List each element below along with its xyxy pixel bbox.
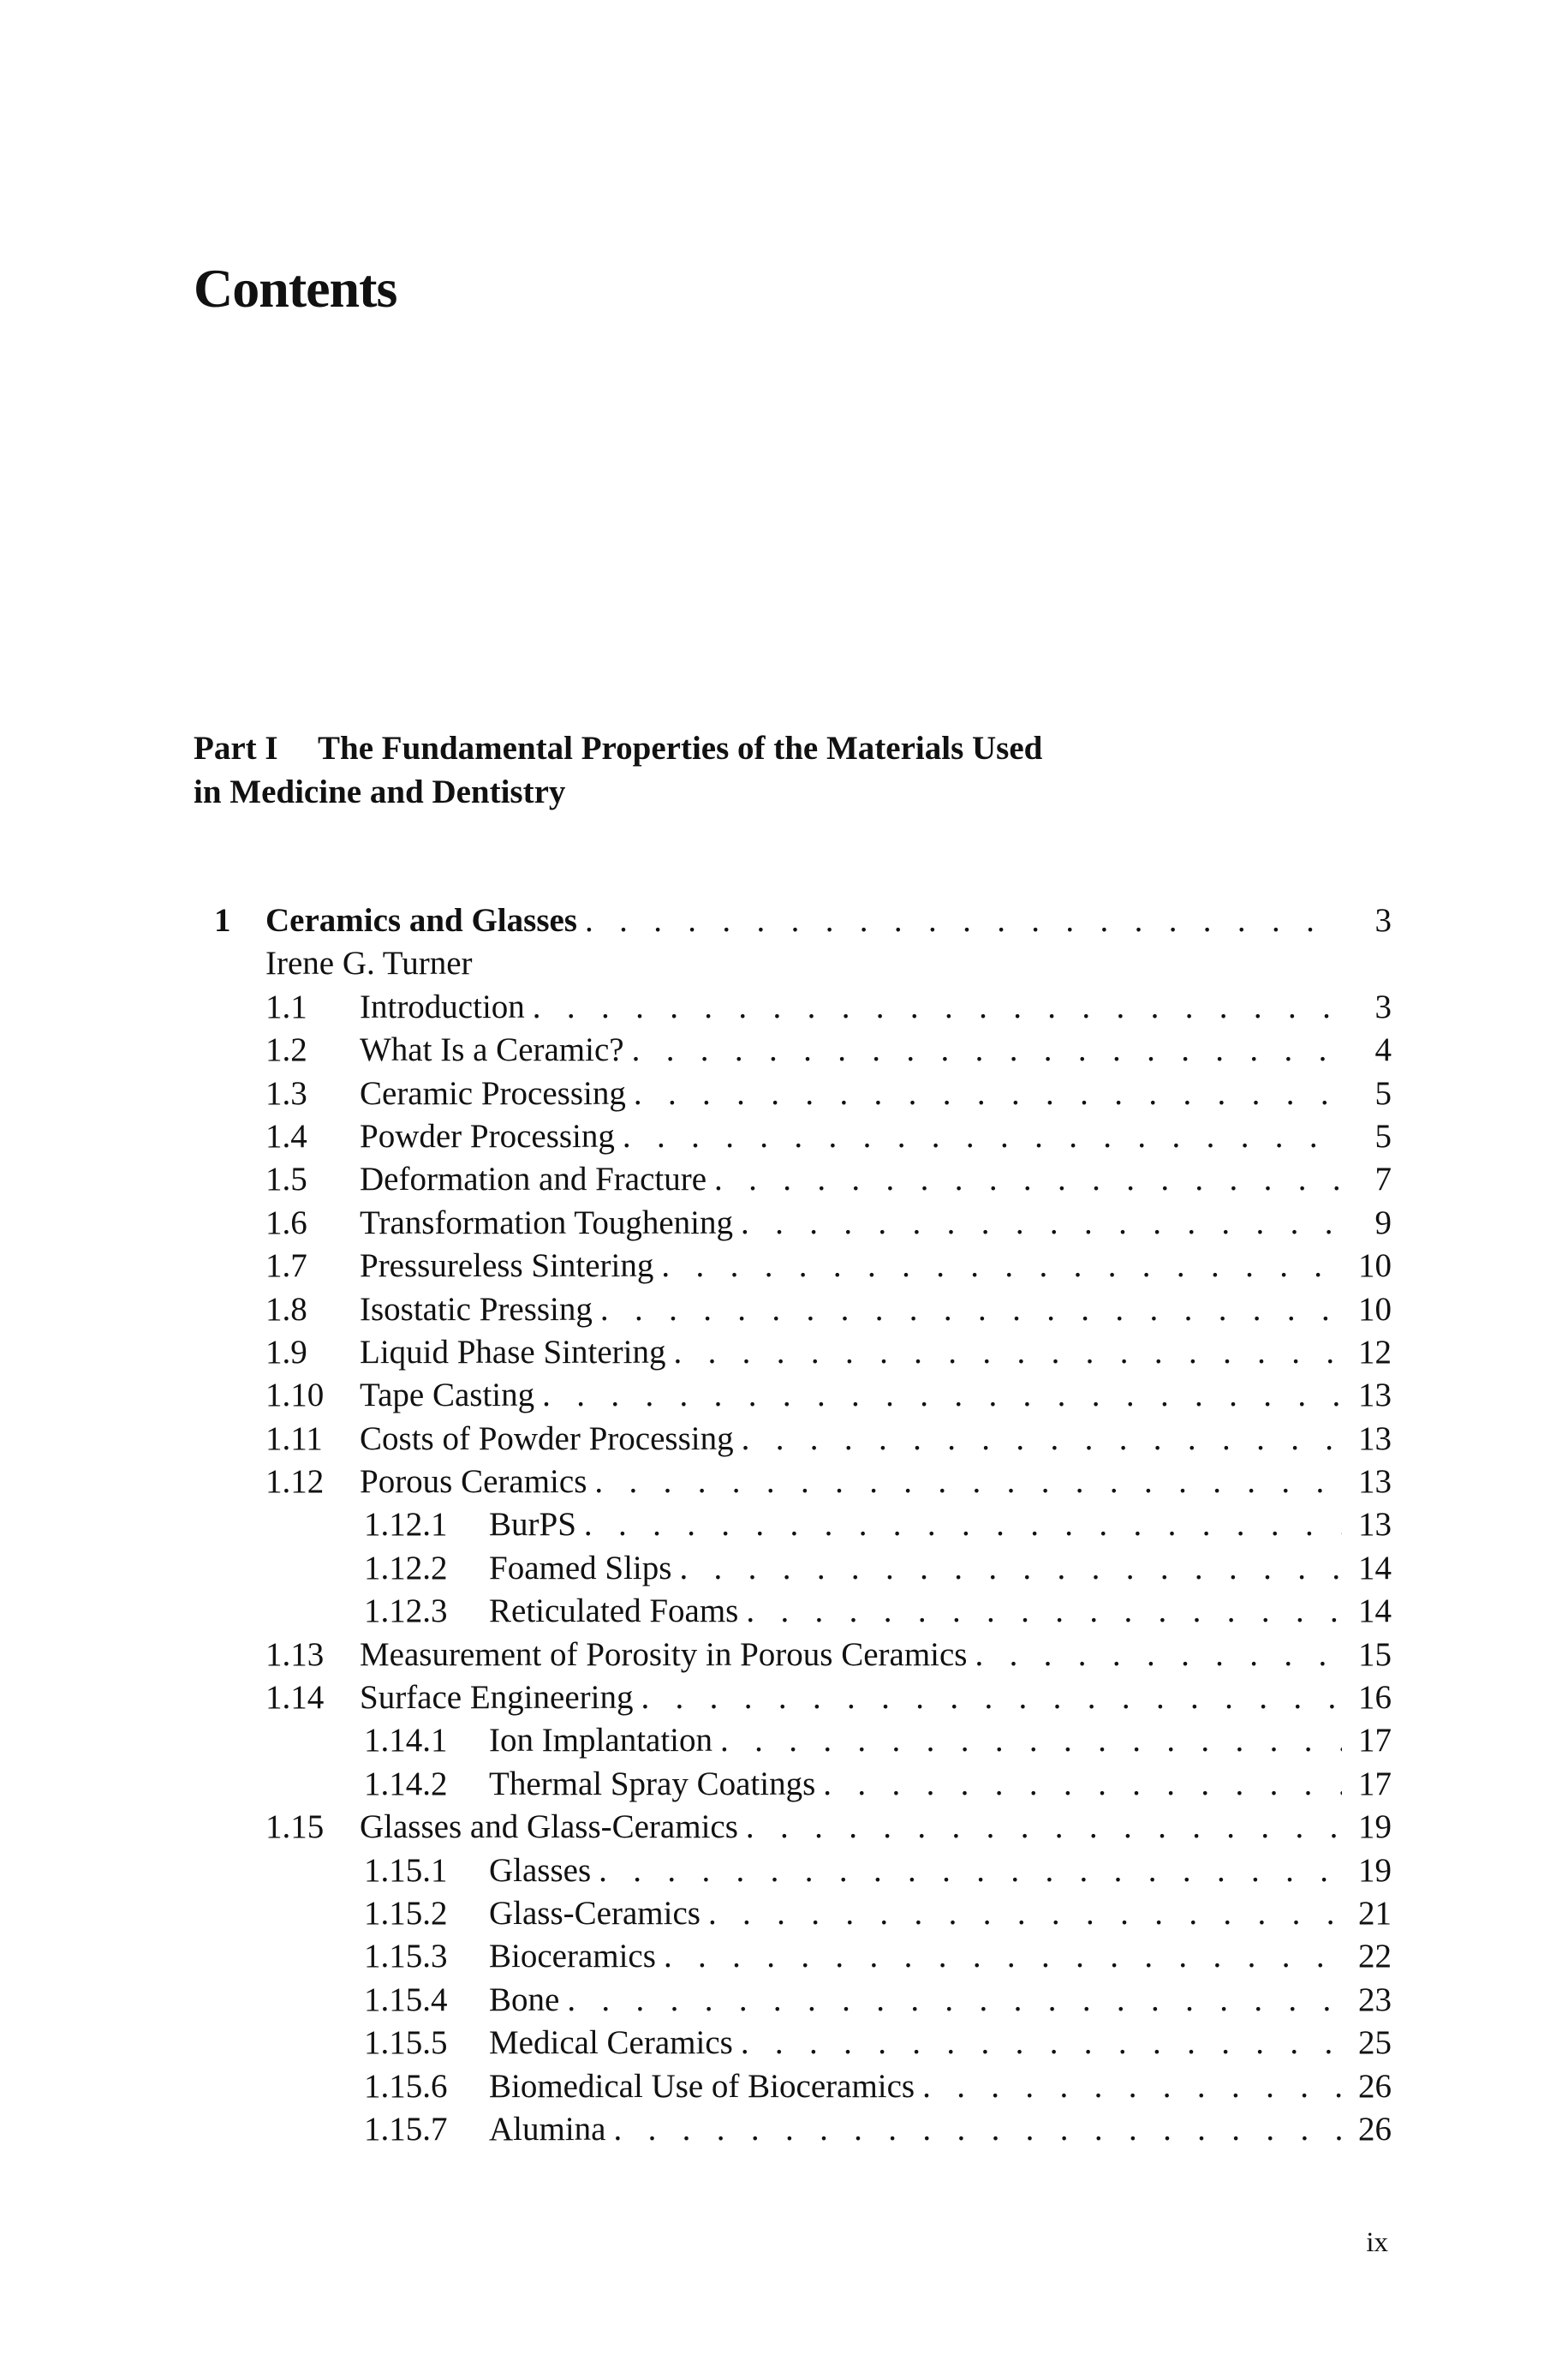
section-entry [489,1979,1342,2022]
section-page: 19 [1358,1808,1392,1846]
dot-leader [577,899,1342,942]
section-number: 1.6 [265,1204,307,1241]
toc-section-row[interactable] [0,1029,1568,1072]
section-title: Bone [489,1981,560,2018]
section-number: 1.3 [265,1074,307,1112]
section-title: BurPS [489,1506,576,1544]
part-title-line-2: in Medicine and Dentistry [194,774,566,810]
dot-leader [967,1634,1342,1676]
toc-section-row[interactable] [0,1115,1568,1158]
section-page: 7 [1374,1161,1392,1198]
section-number: 1.14.2 [364,1765,448,1802]
toc-subsection-row[interactable] [0,1892,1568,1935]
dot-leader [591,1849,1342,1892]
section-entry [360,1331,1342,1374]
dot-leader [733,1202,1342,1245]
dot-leader [738,1590,1342,1633]
section-number: 1.12.2 [364,1549,448,1586]
section-number: 1.15.5 [364,2024,448,2062]
section-number: 1.15.1 [364,1851,448,1889]
toc-subsection-row[interactable] [0,1763,1568,1806]
section-title: Isostatic Pressing [360,1290,593,1328]
toc-subsection-row[interactable] [0,1979,1568,2022]
section-title: Bioceramics [489,1938,656,1975]
section-number: 1.14 [265,1679,325,1717]
section-page: 23 [1358,1981,1392,2018]
section-entry [489,2065,1342,2108]
dot-leader [734,1418,1342,1461]
section-page: 4 [1374,1031,1392,1069]
toc-entries [0,986,1568,2152]
section-page: 17 [1358,1722,1392,1760]
section-number: 1.7 [265,1247,307,1285]
toc-section-row[interactable] [0,1158,1568,1201]
toc-section-row[interactable] [0,1806,1568,1849]
section-page: 14 [1358,1592,1392,1630]
chapter-title: Ceramics and Glasses [265,902,577,939]
section-page: 22 [1358,1938,1392,1975]
toc-section-row[interactable] [0,1288,1568,1331]
section-number: 1.15.2 [364,1894,448,1932]
section-entry [360,1245,1342,1288]
section-entry [360,1676,1342,1719]
table-of-contents [0,899,1568,2151]
dot-leader [525,986,1342,1029]
chapter-number: 1 [214,902,231,939]
section-number: 1.9 [265,1333,307,1371]
dot-leader [653,1245,1342,1288]
section-page: 15 [1358,1635,1392,1673]
section-page: 12 [1358,1333,1392,1371]
part-heading-line-1 [194,726,1042,770]
section-number: 1.15.4 [364,1981,448,2018]
section-number: 1.12 [265,1463,325,1501]
section-title: Biomedical Use of Bioceramics [489,2067,915,2105]
section-number: 1.15.7 [364,2110,448,2148]
section-entry [360,1634,1342,1676]
dot-leader [626,1072,1342,1115]
dot-leader [665,1331,1342,1374]
section-page: 13 [1358,1463,1392,1501]
toc-section-row[interactable] [0,1676,1568,1719]
toc-subsection-row[interactable] [0,1849,1568,1892]
section-title: Pressureless Sintering [360,1247,654,1285]
section-entry [360,1288,1342,1331]
section-page: 13 [1358,1377,1392,1414]
section-number: 1.10 [265,1377,325,1414]
section-title: Foamed Slips [489,1549,672,1586]
toc-section-row[interactable] [0,1418,1568,1461]
toc-subsection-row[interactable] [0,1590,1568,1633]
section-entry [489,2022,1342,2064]
part-title-line-1: The Fundamental Properties of the Materials Used [318,730,1043,767]
part-heading [194,726,1042,814]
section-entry [360,1115,1342,1158]
section-entry [360,1072,1342,1115]
section-entry [360,1461,1342,1503]
toc-section-row[interactable] [0,1634,1568,1676]
chapter-author-row [0,942,1568,985]
section-entry [360,1418,1342,1461]
dot-leader [587,1461,1342,1503]
section-number: 1.11 [265,1419,323,1457]
section-entry [360,1029,1342,1072]
section-entry [489,1763,1342,1806]
section-title: Alumina [489,2110,606,2148]
dot-leader [738,1806,1342,1849]
section-entry [360,1202,1342,1245]
section-title: Glasses and Glass-Ceramics [360,1808,738,1846]
section-title: Ion Implantation [489,1722,713,1760]
section-page: 19 [1358,1851,1392,1889]
dot-leader [593,1288,1342,1331]
chapter-entry [265,899,1342,942]
section-title: Powder Processing [360,1117,615,1155]
section-entry [360,986,1342,1029]
section-page: 26 [1358,2067,1392,2105]
toc-subsection-row[interactable] [0,1719,1568,1762]
section-title: Measurement of Porosity in Porous Ceramics [360,1635,968,1673]
section-number: 1.2 [265,1031,307,1069]
toc-chapter-row[interactable] [0,899,1568,942]
section-title: Thermal Spray Coatings [489,1765,816,1802]
section-entry [489,1849,1342,1892]
dot-leader [712,1719,1342,1762]
toc-subsection-row[interactable] [0,2022,1568,2064]
toc-section-row[interactable] [0,1202,1568,1245]
dot-leader [576,1503,1342,1546]
section-page: 13 [1358,1506,1392,1544]
dot-leader [733,2022,1342,2064]
section-number: 1.15.3 [364,1938,448,1975]
toc-subsection-row[interactable] [0,2065,1568,2108]
section-entry [489,1892,1342,1935]
toc-subsection-row[interactable] [0,1503,1568,1546]
toc-section-row[interactable] [0,986,1568,1029]
section-entry [489,1503,1342,1546]
section-page: 21 [1358,1894,1392,1932]
section-page: 14 [1358,1549,1392,1586]
dot-leader [534,1374,1342,1417]
section-entry [489,1935,1342,1978]
section-title: Introduction [360,988,525,1025]
toc-section-row[interactable] [0,1072,1568,1115]
dot-leader [559,1979,1342,2022]
chapter-page: 3 [1374,902,1392,939]
dot-leader [605,2108,1342,2151]
section-title: Costs of Powder Processing [360,1419,734,1457]
section-entry [489,2108,1342,2151]
dot-leader [671,1547,1342,1590]
section-number: 1.12.3 [364,1592,448,1630]
dot-leader [815,1763,1342,1806]
section-number: 1.14.1 [364,1722,448,1760]
section-number: 1.13 [265,1635,325,1673]
chapter-author: Irene G. Turner [265,945,473,983]
page-number: ix [1366,2227,1388,2258]
section-page: 25 [1358,2024,1392,2062]
section-title: What Is a Ceramic? [360,1031,624,1069]
section-title: Surface Engineering [360,1679,634,1717]
section-page: 5 [1374,1117,1392,1155]
dot-leader [633,1676,1342,1719]
section-title: Transformation Toughening [360,1204,734,1241]
toc-section-row[interactable] [0,1245,1568,1288]
dot-leader [706,1158,1342,1201]
toc-section-row[interactable] [0,1374,1568,1417]
toc-subsection-row[interactable] [0,1935,1568,1978]
section-page: 9 [1374,1204,1392,1241]
section-page: 5 [1374,1074,1392,1112]
section-title: Glass-Ceramics [489,1894,701,1932]
part-label: Part I [194,730,278,767]
section-title: Porous Ceramics [360,1463,587,1501]
section-entry [489,1719,1342,1762]
dot-leader [915,2065,1342,2108]
section-number: 1.5 [265,1161,307,1198]
section-title: Reticulated Foams [489,1592,739,1630]
section-number: 1.12.1 [364,1506,448,1544]
dot-leader [624,1029,1342,1072]
toc-section-row[interactable] [0,1461,1568,1503]
section-title: Ceramic Processing [360,1074,626,1112]
section-title: Medical Ceramics [489,2024,733,2062]
section-entry [489,1590,1342,1633]
section-title: Deformation and Fracture [360,1161,707,1198]
section-entry [360,1806,1342,1849]
section-number: 1.4 [265,1117,307,1155]
section-page: 10 [1358,1290,1392,1328]
page-title: Contents [194,258,397,319]
section-page: 26 [1358,2110,1392,2148]
section-page: 10 [1358,1247,1392,1285]
section-page: 16 [1358,1679,1392,1717]
section-number: 1.8 [265,1290,307,1328]
toc-subsection-row[interactable] [0,1547,1568,1590]
section-number: 1.15.6 [364,2067,448,2105]
section-title: Tape Casting [360,1377,535,1414]
section-page: 3 [1374,988,1392,1025]
section-entry [360,1374,1342,1417]
section-number: 1.1 [265,988,307,1025]
dot-leader [615,1115,1342,1158]
section-page: 13 [1358,1419,1392,1457]
section-number: 1.15 [265,1808,325,1846]
toc-subsection-row[interactable] [0,2108,1568,2151]
dot-leader [701,1892,1342,1935]
section-entry [360,1158,1342,1201]
dot-leader [656,1935,1342,1978]
section-page: 17 [1358,1765,1392,1802]
section-title: Liquid Phase Sintering [360,1333,666,1371]
section-entry [489,1547,1342,1590]
section-title: Glasses [489,1851,592,1889]
toc-section-row[interactable] [0,1331,1568,1374]
